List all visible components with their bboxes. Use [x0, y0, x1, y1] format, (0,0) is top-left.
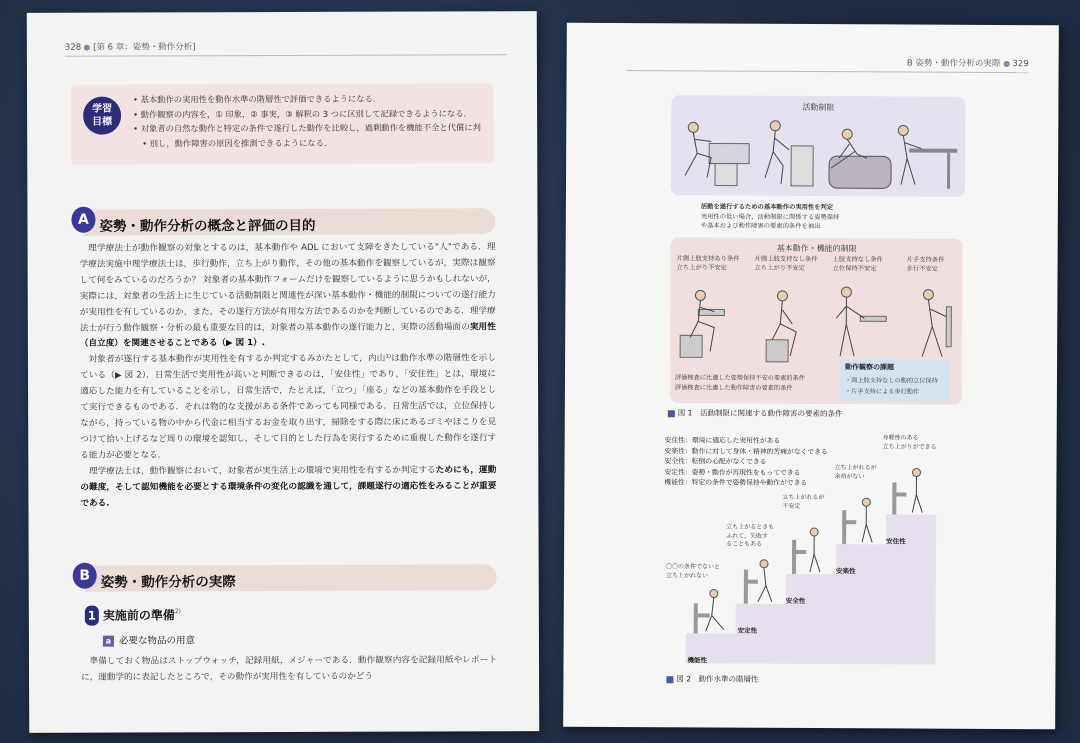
step-callout — [726, 524, 774, 550]
text-line: う動作観察・分析の最も重要な目的は，対象者の基本動作の遂行能力と，実際の活動場面の — [114, 321, 470, 334]
page-number-left: 328 — [64, 42, 82, 53]
text-line: 理学療法士が動作観察の対象とするのは，基本動作や ADL において支障をきたしている — [88, 242, 436, 254]
left-page — [27, 11, 540, 733]
goal-item: • 動作観察の内容を，① 印象，② 事実，③ 解釈の 3 つに区別して記録できるようになる. — [133, 106, 483, 122]
header-dot — [1003, 61, 1009, 67]
text-line: する能力が必要となる. — [80, 433, 497, 461]
goal-item: • 対象者の自然な動作と特定の条件で遂行した動作を比較し，過剰動作を機能不全と代償に判 — [133, 120, 483, 136]
step-label-safety: 安全性 — [785, 596, 806, 605]
caption-marker — [666, 676, 673, 683]
step-figure — [842, 498, 872, 544]
step-figure — [892, 468, 922, 514]
figure-2-caption — [666, 673, 758, 684]
condition-label — [833, 255, 883, 273]
text-line-emphasis: 遂行の適応性をみることが重要である. — [80, 480, 497, 509]
paragraph-4 — [81, 653, 497, 686]
minor-heading-title: 必要な物品の用意 — [118, 635, 195, 647]
paragraph-2 — [80, 352, 496, 465]
activity-limitation-caption: 活動制限 — [802, 102, 835, 113]
text-line: 対象者が遂行する基本動作が実用性を有するか判定するみかたとして，内山¹⁾は動作水準 — [88, 353, 435, 366]
observation-task-title: 動作観察の課題 — [845, 363, 895, 372]
activity-note — [701, 202, 871, 231]
section-b-title: 姿勢・動作分析の実際 — [100, 574, 236, 591]
definition-line: 安全性：転倒の心配がなくできる — [664, 457, 767, 466]
callout-line: 立ち上がるときも — [726, 523, 775, 531]
text-line: がある条件であっても同様である．日常生活では，立位保持しながら，持っている物の中か — [80, 401, 497, 429]
step-figure — [694, 589, 724, 633]
condition-text: 片側上肢支持なし条件 — [754, 255, 818, 264]
eval-condition-line: 評価検査に比適した動作障害の要素的条件 — [674, 384, 793, 392]
subsection-ref: 2) — [174, 608, 182, 616]
subsection-number: 1 — [85, 605, 99, 625]
text-line-emphasis: 実用性（自立度）を関連させることである（▶ 図 1）. — [79, 321, 496, 350]
text-line: 活動制限と関連性が深い基本動作・機能的制限についての遂行能力が実用性を有しているの — [79, 289, 496, 318]
section-b-body — [81, 653, 497, 686]
condition-text: 上肢支持なし条件 — [832, 256, 884, 264]
condition-text: 立ち上がり不安定 — [754, 264, 805, 272]
callout-line: 立ち上がりができる — [882, 442, 937, 451]
activity-limitation-panel — [671, 95, 966, 197]
text-line: あり，「安住性」とは，環境に適応した能力を有していることを示し，日常生活で，たとえ — [80, 369, 497, 397]
definition-line: 安住性：環境に適応した実用性がある — [664, 436, 781, 445]
minor-heading-letter: a — [103, 636, 114, 647]
text-line-emphasis: ためにも，運動の難度，そして認知機能を必要とする環境条件の変化の認識を通して，課題 — [80, 464, 497, 493]
section-b-heading — [73, 561, 497, 590]
step-callout — [834, 464, 876, 481]
definition-line: 機能性：特定の条件で姿勢保持や動作ができる — [664, 478, 808, 487]
step-callout — [782, 494, 824, 511]
observation-task-item: ・両上肢支持なしの動的立位保持 — [844, 377, 938, 385]
figure-2-caption-text: 図 2 動作水準の階層性 — [676, 674, 759, 684]
text-line: 理学療法士は，動作観察において，対象者が実生活上の環境で実用性を有するか判定する — [88, 465, 436, 477]
learning-goals-list — [133, 91, 483, 150]
text-line: げるなど周りの環境を認知し，そして目的とした行為を実行するために重視した動作を遂行 — [132, 433, 488, 445]
condition-text: 片側上肢支持あり条件 — [676, 255, 740, 263]
section-a-title: 姿勢・動作分析の概念と評価の目的 — [99, 217, 316, 235]
step-label-stability: 安定性 — [737, 626, 758, 635]
callout-line: 身軽性のある — [882, 434, 919, 442]
text-line: か，また，その遂行方法が有用な方法であるのかを判断しているのである．理学療法士が行 — [79, 305, 496, 334]
right-page — [563, 23, 1059, 730]
learning-goals-badge — [83, 97, 121, 135]
callout-line: 立ち上がれるが — [834, 464, 877, 472]
definition-line: 安楽性：動作に対して身体・精神的苦痛がなくできる — [664, 446, 828, 456]
condition-text: 立位保持不安定 — [832, 265, 877, 273]
step-callout — [666, 563, 720, 580]
page-number-right: 329 — [1012, 59, 1029, 70]
hierarchy-staircase — [685, 453, 936, 664]
text-line: を観察しているが，実際は観察して何をみているのだろうか？ 対象者の基本動作フォーム — [79, 258, 496, 286]
figure-1-caption — [668, 407, 843, 419]
paragraph-1 — [80, 240, 496, 353]
callout-line: 立ち上がれない — [665, 571, 708, 579]
header-rule — [65, 54, 507, 57]
condition-label — [755, 255, 818, 273]
section-a-letter: A — [71, 207, 95, 233]
observation-task-box — [840, 359, 950, 402]
figure-1-caption-text: 図 1 活動制限に関連する動作障害の要素的条件 — [677, 408, 843, 419]
activity-note-line: 実用性の低い場合，活動制限に関係する姿勢保持 — [700, 212, 840, 221]
goal-item: • 基本動作の実用性を動作水準の階層性で評価できるようになる. — [133, 91, 483, 107]
page-header-left — [65, 40, 196, 52]
chapter-title: [第 6 章：姿勢・動作分析] — [93, 42, 196, 53]
callout-line: 余裕がない — [834, 472, 865, 480]
header-rule — [627, 70, 1029, 73]
text-line: ば，「立つ」「座る」などの基本動作を手段として実行できるものである．それは物的な支援 — [80, 385, 497, 413]
callout-line: ることもある — [726, 540, 763, 548]
step-figure — [792, 528, 820, 574]
paragraph-3 — [80, 463, 496, 512]
text-line: 準備しておく物品はストップウォッチ，記録用紙，メジャーである．動作観察内容を記録 — [89, 655, 437, 667]
definition-line: 安定性：姿勢・動作が再現性をもってできる — [664, 467, 801, 477]
text-line: ら代金に相当するお金を取り出す，掃除をする際に床にあるゴミやほこりを見つけて拾い上 — [80, 417, 497, 445]
step-label-functionality: 機能性 — [687, 656, 708, 665]
basic-motion-caption: 基本動作・機能的制限 — [776, 243, 857, 254]
step-label-adaptation: 安住性 — [886, 537, 906, 546]
caption-marker — [668, 410, 675, 417]
section-label: B 姿勢・動作分析の実際 — [906, 58, 1001, 69]
callout-line: 不安定 — [782, 502, 801, 510]
minor-heading — [103, 632, 195, 646]
activity-note-line: 活動を遂行するための基本動作の実用性を判定 — [700, 203, 834, 212]
goal-item: • 別し，動作障害の原因を推測できるようになる. — [133, 135, 483, 151]
badge-line-1: 学習 — [92, 103, 113, 115]
activity-note-line: や基本および動作障害の要素的条件を抽出 — [700, 222, 821, 231]
basic-motion-panel — [670, 237, 963, 405]
callout-line: 〇〇の条件でないと — [665, 563, 721, 571]
subsection-title: 実施前の準備 — [102, 608, 175, 623]
text-line: "人"である．理学療法実施中理学療法士は，歩行動作，立ち上がり動作，その他の基本動作 — [79, 242, 496, 270]
condition-label — [907, 255, 945, 273]
text-line: 用紙やレポートに，運動学的に表記したところで，その動作が実用性を有しているのかどう — [81, 655, 498, 683]
header-dot — [84, 44, 90, 50]
condition-text: 歩行不安定 — [906, 265, 939, 273]
page-header-right — [907, 56, 1029, 69]
eval-condition-line: 評価検査に比適した姿勢保持不安の要素的条件 — [674, 374, 805, 382]
step-label-comfort: 安楽性 — [835, 567, 856, 576]
condition-label — [677, 254, 740, 272]
callout-line: ふれて，失敗す — [726, 532, 769, 540]
subsection-heading — [85, 604, 181, 625]
section-a-heading — [71, 205, 495, 234]
condition-text: 立ち上がり不安定 — [676, 264, 727, 272]
section-b-letter: B — [73, 563, 97, 589]
condition-text: 片手支持条件 — [906, 256, 945, 264]
callout-line: 立ち上がれるが — [782, 493, 825, 502]
text-line: の階層性を示している（▶ 図 2）．日常生活で実用性が高いと判断できるのは，「安住性」で — [79, 353, 496, 381]
badge-line-2: 目標 — [92, 116, 113, 128]
text-line: だけを観察しているように思うかもしれないが，実際には，対象者の生活上に生じている — [79, 274, 496, 302]
section-a-body — [80, 240, 497, 512]
observation-task-item: ・片手支持による歩行動作 — [844, 388, 920, 396]
activity-illustration — [671, 95, 966, 197]
step-figure — [744, 560, 772, 604]
step-callout — [883, 434, 937, 451]
learning-goals-box — [71, 83, 493, 164]
